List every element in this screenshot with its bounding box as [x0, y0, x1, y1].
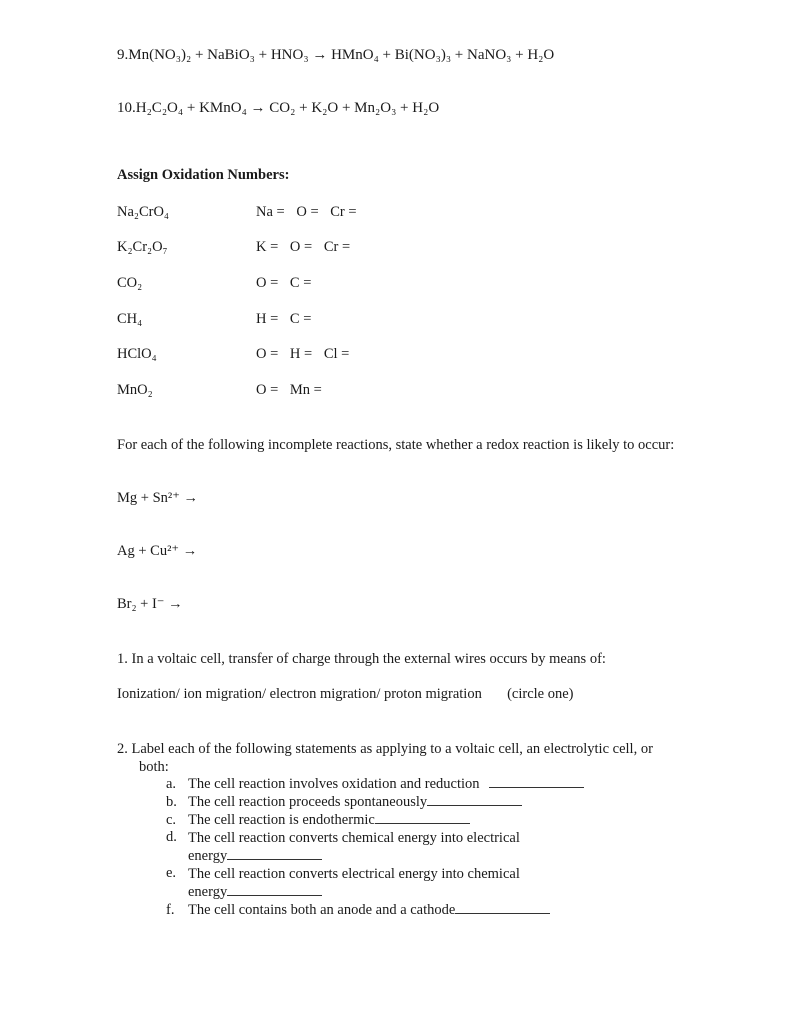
equation-9: 9.Mn(NO₃)₂ + NaBiO₃ + HNO₃ → HMnO₄ + Bi(NO₃)₃ + NaNO₃ + H₂O — [117, 47, 555, 63]
element-label: O = — [296, 204, 319, 220]
element-label: C = — [289, 275, 312, 291]
list-marker: b. — [166, 794, 177, 810]
redox-intro: For each of the following incomplete reactions, state whether a redox reaction is likely to occur: — [117, 437, 675, 453]
list-item — [166, 775, 584, 793]
compound-label: CH₄ — [117, 311, 143, 327]
choices-text: Ionization/ ion migration/ electron migration/ proton migration — [117, 686, 482, 702]
list-item-text: The cell reaction converts chemical energy into electrical energy — [188, 830, 520, 864]
element-label: Na = — [256, 204, 285, 220]
question-2: 2. Label each of the following statements as applying to a voltaic cell, an electrolytic cell, or both: — [117, 741, 653, 775]
element-list — [256, 239, 350, 256]
list-item-text: The cell reaction involves oxidation and reduction — [188, 776, 480, 792]
answer-blank[interactable] — [489, 775, 584, 788]
element-label: O = — [256, 275, 279, 291]
list-marker: e. — [166, 865, 177, 881]
answer-blank[interactable] — [375, 811, 470, 824]
element-label: Cr = — [330, 204, 357, 220]
list-item — [166, 865, 551, 901]
list-marker: a. — [166, 776, 177, 792]
element-list — [256, 275, 311, 292]
element-label: O = — [256, 382, 279, 398]
element-label: Cr = — [323, 239, 351, 255]
compound-label: CO₂ — [117, 275, 143, 291]
list-item — [166, 811, 470, 829]
list-marker: c. — [166, 812, 177, 828]
list-item-text: The cell contains both an anode and a cathode — [188, 902, 456, 918]
answer-blank[interactable] — [227, 847, 322, 860]
answer-blank[interactable] — [427, 793, 522, 806]
element-label: H = — [289, 346, 313, 362]
compound-label: K₂Cr₂O₇ — [117, 239, 168, 255]
equation-10: 10.H₂C₂O₄ + KMnO₄ → CO₂ + K₂O + Mn₂O₃ + H₂O — [117, 100, 440, 116]
element-list — [256, 311, 311, 328]
list-item — [166, 901, 550, 919]
redox-reaction: Ag + Cu²⁺ → — [117, 543, 198, 559]
list-marker: d. — [166, 829, 177, 845]
element-label: K = — [256, 239, 279, 255]
element-list — [256, 346, 349, 363]
circle-instruction: (circle one) — [507, 686, 574, 702]
redox-reaction: Mg + Sn²⁺ → — [117, 490, 199, 506]
compound-label: MnO₂ — [117, 382, 153, 398]
list-marker: f. — [166, 902, 175, 918]
compound-label: HClO₄ — [117, 346, 157, 362]
element-label: Cl = — [323, 346, 350, 362]
list-item — [166, 793, 522, 811]
compound-label: Na₂CrO₄ — [117, 204, 169, 220]
element-label: H = — [256, 311, 279, 327]
list-item-text: The cell reaction proceeds spontaneously — [188, 794, 428, 810]
element-label: Mn = — [289, 382, 322, 398]
list-item-text: The cell reaction converts electrical energy into chemical energy — [188, 866, 520, 900]
list-item — [166, 829, 546, 865]
question-1-choices — [117, 686, 574, 703]
answer-blank[interactable] — [227, 883, 322, 896]
element-label: C = — [289, 311, 312, 327]
element-label: O = — [256, 346, 279, 362]
answer-blank[interactable] — [455, 901, 550, 914]
oxidation-heading: Assign Oxidation Numbers: — [117, 167, 290, 183]
redox-reaction: Br₂ + I⁻ → — [117, 596, 183, 612]
element-label: O = — [289, 239, 313, 255]
element-list — [256, 204, 357, 221]
list-item-text: The cell reaction is endothermic — [188, 812, 375, 828]
element-list — [256, 382, 322, 399]
question-1: 1. In a voltaic cell, transfer of charge through the external wires occurs by means of: — [117, 651, 606, 667]
